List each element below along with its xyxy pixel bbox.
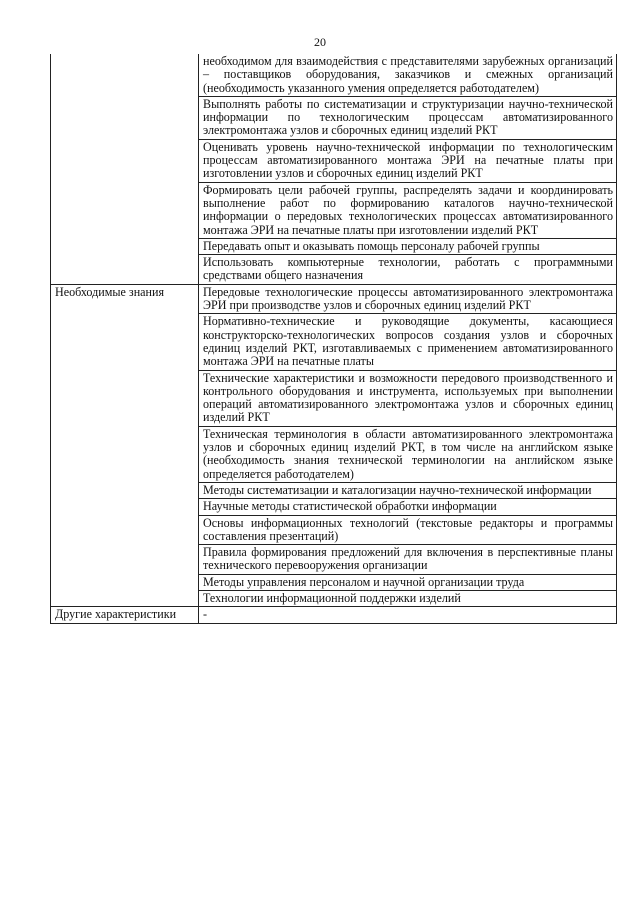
knowledge-item: Технологии информационной поддержки изделий [199,590,617,606]
other-characteristics-value: - [199,607,617,623]
knowledge-item: Нормативно-технические и руководящие документы, касающиеся конструкторско-технологических вопросов создания узлов и сборочных единиц изделий РКТ, изготавливаемых с применением автоматизированного монтажа ЭРИ на печатные платы [199,314,617,370]
skill-item: Оценивать уровень научно-технической информации по технологическим процессам автоматизированного монтажа ЭРИ на печатные платы при изготовлении узлов и сборочных единиц изделий РКТ [199,139,617,182]
skill-item: Формировать цели рабочей группы, распределять задачи и координировать выполнение работ по формированию каталогов научно-технической информации о передовых технологических процессах автоматизированного монтажа ЭРИ на печатные платы при изготовлении изделий РКТ [199,182,617,238]
knowledge-label: Необходимые знания [51,284,199,607]
table-row [51,284,617,314]
table-row [51,607,617,623]
skills-label-cell-continued [51,54,199,284]
skill-item: Использовать компьютерные технологии, работать с программными средствами общего назначения [199,255,617,285]
knowledge-item: Передовые технологические процессы автоматизированного электромонтажа ЭРИ при производстве узлов и сборочных единиц изделий РКТ [199,284,617,314]
knowledge-item: Методы систематизации и каталогизации научно-технической информации [199,482,617,498]
skill-item: Выполнять работы по систематизации и структуризации научно-технической информации по технологическим процессам автоматизированного электромонтажа узлов и сборочных единиц изделий РКТ [199,96,617,139]
knowledge-item: Технические характеристики и возможности передового производственного и контрольного оборудования и инструмента, используемых при выполнении операций автоматизированного электромонтажа узлов и сборочных единиц изделий РКТ [199,370,617,426]
skill-item: Передавать опыт и оказывать помощь персоналу рабочей группы [199,238,617,254]
knowledge-item: Техническая терминология в области автоматизированного электромонтажа узлов и сборочных единиц изделий РКТ, в том числе на английском языке (необходимость знания технической терминологии на английском языке определяется работодателем) [199,426,617,482]
knowledge-item: Методы управления персоналом и научной организации труда [199,574,617,590]
page-number: 20 [314,35,326,49]
skill-item: необходимом для взаимодействия с представителями зарубежных организаций – поставщиков оборудования, заказчиков и смежных организаций (необходимость указанного умения определяется работодателем) [199,54,617,96]
other-characteristics-label: Другие характеристики [51,607,199,623]
knowledge-item: Правила формирования предложений для включения в перспективные планы технического перевооружения организации [199,545,617,575]
table-row [51,54,617,96]
requirements-table [50,54,617,624]
knowledge-item: Научные методы статистической обработки информации [199,499,617,515]
knowledge-item: Основы информационных технологий (текстовые редакторы и программы составления презентаций) [199,515,617,545]
